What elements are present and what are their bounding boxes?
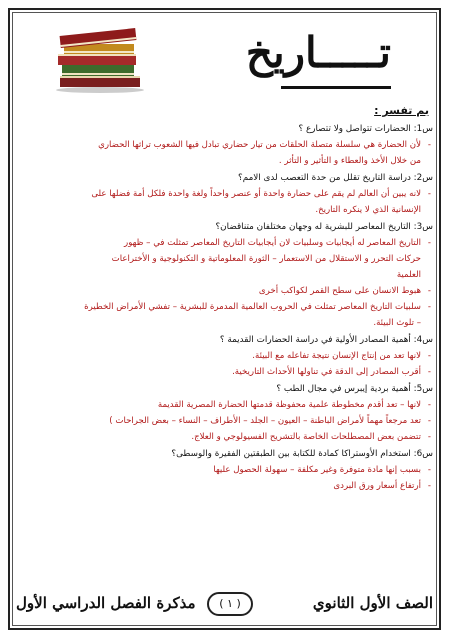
- question-3: س3: التاريخ المعاصر للبشرية له وجهان مختلفان متناقضان؟: [215, 222, 433, 232]
- answer-6-line-2: - أرتفاع أسعار ورق البردى: [16, 478, 421, 494]
- page-title: تـــــاريخ: [245, 28, 391, 77]
- page-footer: [14, 594, 437, 622]
- question-2: س2: دراسة التاريخ تقلل من حدة التعصب لدى الامم؟: [238, 173, 433, 183]
- answer-5-line-1: - لانها – تعد أقدم مخطوطة علمية محفوظة قدمتها الحضارة المصرية القديمة: [16, 397, 421, 413]
- footer-grade: الصف الأول الثانوي: [312, 594, 433, 612]
- answer-3-line-5: - سلبيات التاريخ المعاصر تمثلت في الحروب العالمية المدمرة للبشرية – تفشي الأمراض الخطيرة: [16, 299, 421, 315]
- content-area: [16, 104, 433, 494]
- footer-term: مذكرة الفصل الدراسي الأول: [16, 594, 196, 612]
- answer-3-line-6: – تلوث البيئة.: [373, 318, 421, 328]
- question-4: س4: أهمية المصادر الأولية في دراسة الحضارات القديمة ؟: [219, 335, 433, 345]
- answer-5-line-3: - تتضمن بعض المصطلحات الخاصة بالتشريح الفسيولوجي و العلاج.: [16, 429, 421, 445]
- question-5: س5: أهمية بردية إيبرس في مجال الطب ؟: [276, 384, 433, 394]
- title-underline: [281, 86, 391, 89]
- answer-3-line-4: - هبوط الانسان على سطح القمر لكواكب أخرى: [16, 283, 421, 299]
- answer-2-line-2: الإنسانية الذي لا ينكره التاريخ.: [315, 205, 421, 215]
- answer-6-line-1: - بسبب إنها مادة متوفرة وغير مكلفة – سهولة الحصول عليها: [16, 462, 421, 478]
- answer-1-line-2: من خلال الأخذ والعطاء و التأثير و التأثر .: [278, 156, 421, 166]
- answer-3-line-2: حركات التحرر و الاستقلال من الاستعمار – الثورة المعلوماتية و التكنولوجية و الأختراعات: [111, 254, 421, 264]
- answer-2-line-1: - لانه يبين أن العالم لم يقم على حضارة واحدة أو عنصر واحداً ولغة واحدة فلكل أمة فضلها على: [16, 186, 421, 202]
- question-1: س1: الحضارات تتواصل ولا تتصارع ؟: [298, 124, 433, 134]
- section-heading: بم تفسر :: [374, 104, 429, 117]
- answer-5-line-2: - تعد مرجعاً مهماً لأمراض الباطنة – العيون – الجلد – الأطراف – النساء – بعض الجراحات ): [16, 413, 421, 429]
- stacked-books-icon: [52, 24, 148, 94]
- answer-3-line-3: العلمية: [396, 270, 421, 280]
- page-number-badge: ( ١ ): [207, 592, 253, 616]
- answer-4-line-1: - لانها تعد من إنتاج الإنسان نتيجة تفاعله مع البيئة.: [16, 348, 421, 364]
- answer-4-line-2: - أقرب المصادر إلى الدقة في تناولها الأحداث التاريخية.: [16, 364, 421, 380]
- answer-3-line-1: - التاريخ المعاصر له أيجابيات وسلبيات لان أيجابيات التاريخ المعاصر تمثلت في – ظهور: [16, 235, 421, 251]
- answer-1-line-1: - لأن الحضارة هي سلسلة متصلة الحلقات من تيار حضاري تبادل فيها الشعوب تراثها الحضاري: [16, 137, 421, 153]
- question-6: س6: استخدام الأوستراكا كمادة للكتابة بين الطبقتين الفقيرة والوسطى؟: [171, 449, 433, 459]
